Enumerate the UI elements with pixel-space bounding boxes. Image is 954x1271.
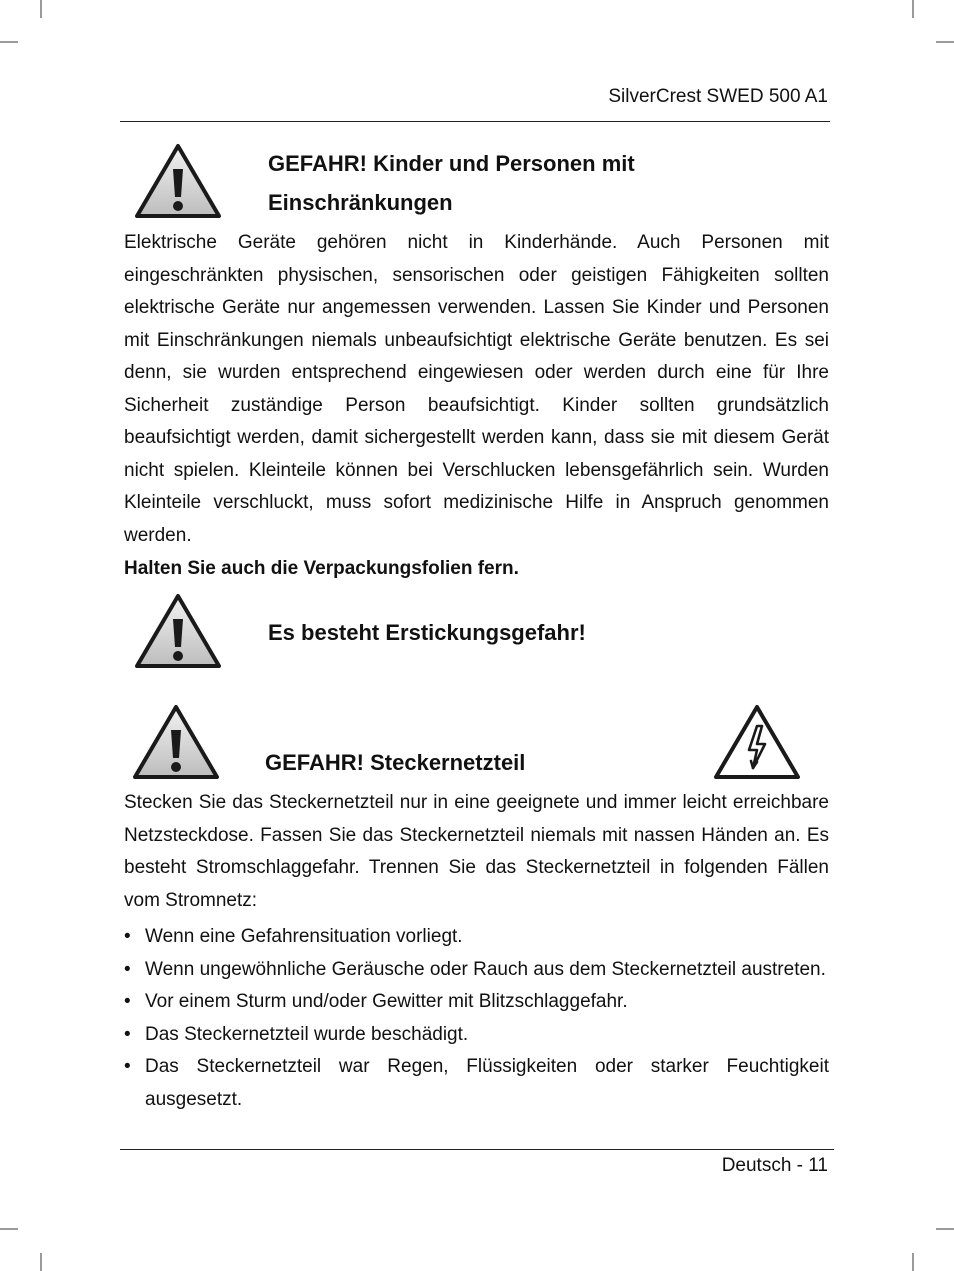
list-item — [124, 986, 829, 1019]
crop-mark — [0, 1228, 18, 1230]
crop-mark — [936, 1228, 954, 1230]
list-item-text: Das Steckernetzteil wurde beschädigt. — [145, 1023, 469, 1045]
bullet-icon: • — [124, 958, 131, 980]
footer-rule — [120, 1149, 834, 1150]
list-item — [124, 1051, 829, 1116]
header-product-name: SilverCrest SWED 500 A1 — [608, 86, 828, 107]
warning-triangle-icon — [132, 704, 220, 780]
electrical-hazard-icon — [713, 704, 801, 780]
crop-mark — [0, 41, 18, 43]
header-rule — [120, 121, 830, 122]
warning-triangle-icon — [134, 593, 222, 669]
bullet-icon: • — [124, 1023, 131, 1045]
list-item-text: Vor einem Sturm und/oder Gewitter mit Blitzschlaggefahr. — [145, 991, 628, 1012]
packaging-note: Halten Sie auch die Verpackungsfolien fern. — [124, 558, 519, 579]
page-number: Deutsch - 11 — [721, 1155, 828, 1176]
bullet-icon: • — [124, 991, 131, 1012]
list-item-text: Wenn eine Gefahrensituation vorliegt. — [145, 926, 463, 947]
list-item — [124, 1019, 829, 1052]
list-item-text: Das Steckernetzteil war Regen, Flüssigkeiten oder starker Feuchtigkeit ausgesetzt. — [145, 1056, 829, 1110]
crop-mark — [912, 0, 914, 18]
list-item — [124, 954, 829, 987]
bullet-list — [124, 921, 829, 1116]
bullet-icon: • — [124, 926, 131, 947]
section-heading-children — [268, 144, 635, 222]
heading-line: Einschränkungen — [268, 190, 453, 215]
heading-line: GEFAHR! Kinder und Personen mit — [268, 151, 635, 176]
section-heading-adapter: GEFAHR! Steckernetzteil — [265, 750, 526, 775]
section-heading-suffocation: Es besteht Erstickungsgefahr! — [268, 620, 586, 645]
crop-mark — [936, 41, 954, 43]
bullet-icon: • — [124, 1056, 131, 1077]
crop-mark — [40, 1253, 42, 1271]
paragraph-children: Elektrische Geräte gehören nicht in Kinderhände. Auch Personen mit eingeschränkten physischen, sensorischen oder geistigen Fähigkeiten sollten elektrische Geräte nur angemessen verwenden. Lassen Sie Kinder und Personen mit Einschränkungen niemals unbeaufsichtigt elektrische Geräte benutzen. Es sei denn, sie wurden entsprechend eingewiesen oder werden durch eine für Ihre Sicherheit zuständige Person beaufsichtigt. Kinder sollten grundsätzlich beaufsichtigt werden, damit sichergestellt werden kann, dass sie mit diesem Gerät nicht spielen. Kleinteile können bei Verschlucken lebensgefährlich sein. Wurden Kleinteile verschluckt, muss sofort medizinische Hilfe in Anspruch genommen werden. — [124, 232, 829, 546]
crop-mark — [40, 0, 42, 18]
list-item — [124, 921, 829, 954]
list-item-text: Wenn ungewöhnliche Geräusche oder Rauch aus dem Steckernetzteil austreten. — [145, 958, 826, 980]
crop-mark — [912, 1253, 914, 1271]
paragraph-adapter: Stecken Sie das Steckernetzteil nur in eine geeignete und immer leicht erreichbare Netzsteckdose. Fassen Sie das Steckernetzteil niemals mit nassen Händen an. Es besteht Stromschlaggefahr. Trennen Sie das Steckernetzteil in folgenden Fällen vom Stromnetz: — [124, 792, 829, 911]
warning-triangle-icon — [134, 143, 222, 219]
